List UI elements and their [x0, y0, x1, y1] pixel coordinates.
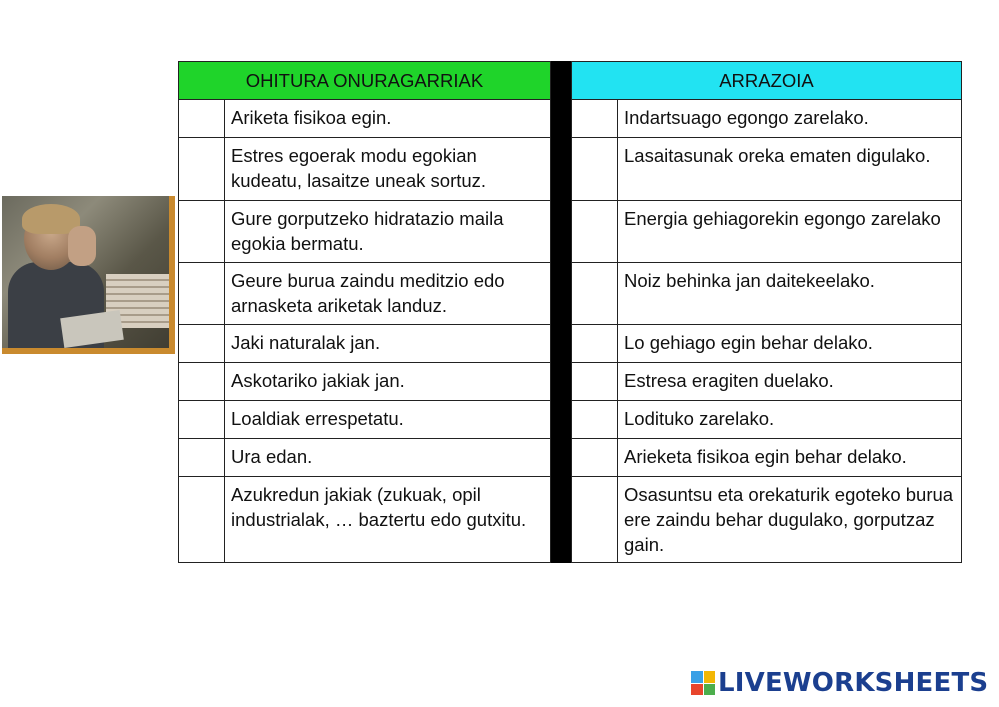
reason-row — [572, 100, 962, 138]
reason-text: Lodituko zarelako. — [618, 401, 962, 439]
reason-text: Lasaitasunak oreka ematen digulako. — [618, 138, 962, 201]
reason-text: Noiz behinka jan daitekeelako. — [618, 263, 962, 325]
habit-answer-box[interactable] — [179, 401, 225, 439]
habit-answer-box[interactable] — [179, 439, 225, 477]
habit-text: Jaki naturalak jan. — [225, 325, 551, 363]
reason-answer-box[interactable] — [572, 401, 618, 439]
habit-row — [179, 363, 551, 401]
habit-row — [179, 100, 551, 138]
reason-row — [572, 477, 962, 563]
habit-text: Loaldiak errespetatu. — [225, 401, 551, 439]
habit-text: Askotariko jakiak jan. — [225, 363, 551, 401]
reason-text: Osasuntsu eta orekaturik egoteko burua ere zaindu behar dugulako, gorputzaz gain. — [618, 477, 962, 563]
reason-answer-box[interactable] — [572, 363, 618, 401]
reason-text: Arieketa fisikoa egin behar delako. — [618, 439, 962, 477]
habit-row — [179, 439, 551, 477]
logo-square-2 — [704, 671, 716, 683]
reason-answer-box[interactable] — [572, 100, 618, 138]
habit-answer-box[interactable] — [179, 201, 225, 263]
logo-square-4 — [704, 684, 716, 696]
stressed-boy-photo — [2, 196, 175, 354]
habit-answer-box[interactable] — [179, 263, 225, 325]
column-divider — [551, 61, 571, 563]
habit-answer-box[interactable] — [179, 100, 225, 138]
habits-table — [178, 61, 551, 563]
reason-text: Lo gehiago egin behar delako. — [618, 325, 962, 363]
reason-row — [572, 325, 962, 363]
reason-row — [572, 401, 962, 439]
liveworksheets-logo — [691, 666, 988, 700]
reason-row — [572, 263, 962, 325]
habit-answer-box[interactable] — [179, 325, 225, 363]
habit-row — [179, 401, 551, 439]
habit-answer-box[interactable] — [179, 138, 225, 201]
habit-row — [179, 263, 551, 325]
logo-icon — [691, 671, 715, 695]
reason-row — [572, 201, 962, 263]
logo-square-3 — [691, 684, 703, 696]
reason-answer-box[interactable] — [572, 263, 618, 325]
habits-header: OHITURA ONURAGARRIAK — [179, 62, 551, 100]
reason-answer-box[interactable] — [572, 201, 618, 263]
habit-row — [179, 325, 551, 363]
habit-text: Azukredun jakiak (zukuak, opil industrialak, … baztertu edo gutxitu. — [225, 477, 551, 563]
habit-text: Estres egoerak modu egokian kudeatu, lasaitze uneak sortuz. — [225, 138, 551, 201]
reason-row — [572, 138, 962, 201]
reasons-header: ARRAZOIA — [572, 62, 962, 100]
habit-text: Gure gorputzeko hidratazio maila egokia bermatu. — [225, 201, 551, 263]
reason-answer-box[interactable] — [572, 138, 618, 201]
habit-answer-box[interactable] — [179, 477, 225, 563]
habit-row — [179, 477, 551, 563]
reason-text: Energia gehiagorekin egongo zarelako — [618, 201, 962, 263]
reason-row — [572, 363, 962, 401]
reasons-table — [571, 61, 962, 563]
habit-text: Ura edan. — [225, 439, 551, 477]
reason-answer-box[interactable] — [572, 477, 618, 563]
habit-row — [179, 201, 551, 263]
habit-text: Ariketa fisikoa egin. — [225, 100, 551, 138]
habit-row — [179, 138, 551, 201]
habit-answer-box[interactable] — [179, 363, 225, 401]
habit-text: Geure burua zaindu meditzio edo arnasketa ariketak landuz. — [225, 263, 551, 325]
reason-answer-box[interactable] — [572, 439, 618, 477]
reason-text: Indartsuago egongo zarelako. — [618, 100, 962, 138]
reason-row — [572, 439, 962, 477]
reason-text: Estresa eragiten duelako. — [618, 363, 962, 401]
logo-square-1 — [691, 671, 703, 683]
logo-text: LIVEWORKSHEETS — [718, 668, 989, 698]
reason-answer-box[interactable] — [572, 325, 618, 363]
